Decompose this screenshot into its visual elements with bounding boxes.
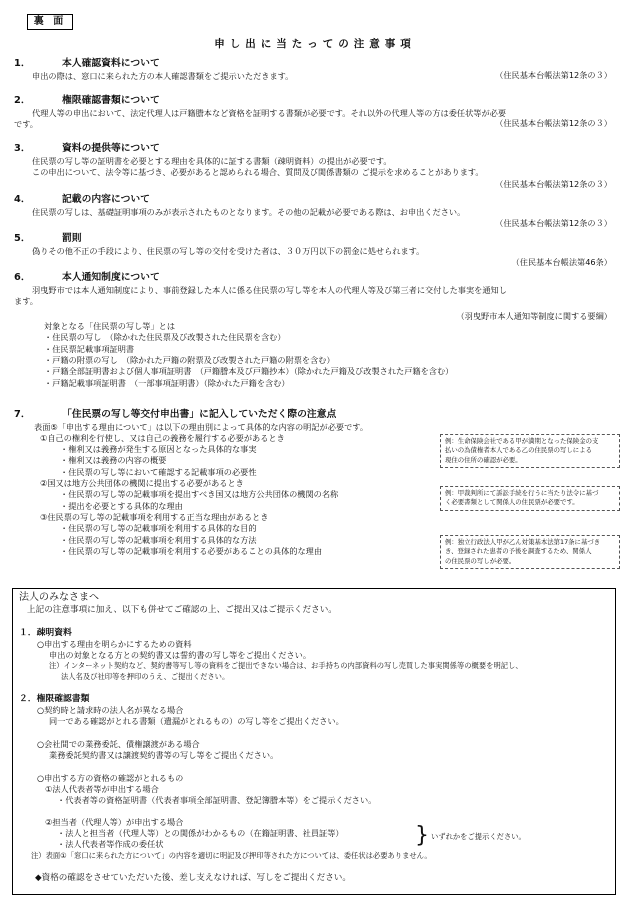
- section-number: 2．: [14, 95, 31, 106]
- corp-item-2-heading: ２．権限確認書類: [19, 694, 90, 704]
- either-note: いずれかをご提示ください。: [431, 832, 526, 841]
- example-box-3: [440, 535, 620, 569]
- target-item: ・住民票の写し （除かれた住民票及び改製された住民票を含む）: [44, 332, 286, 343]
- corp-text: 同一である確認がとれる書類（遺漏がとれるもの）の写し等をご提出ください。: [49, 716, 344, 726]
- target-item: ・戸籍全部証明書および個人事項証明書 （戸籍謄本及び戸籍抄本）（除かれた戸籍及び改製された戸籍を含む）: [44, 366, 454, 377]
- section-number: 3．: [14, 143, 31, 154]
- example-line: 例：甲裁判所にて訴訟手続を行うに当たり法令に基づ: [445, 489, 599, 497]
- example-line: 払いの為債権者本人である乙の住民票の写しによる: [445, 446, 592, 455]
- corp-text: ②担当者（代理人等）が申出する場合: [45, 817, 184, 827]
- example-line: く必要書類として関係人の住民票が必要です。: [445, 498, 579, 507]
- target-item: ・戸籍の附票の写し （除かれた戸籍の附票及び改製された戸籍の附票を含む）: [44, 355, 335, 366]
- corp-text: 申出の対象となる方との契約書又は誓約書の写し等をご提出ください。: [49, 650, 312, 660]
- reason-item: ・住民票の写し等の記載事項を提出すべき国又は地方公共団体の機関の名称: [60, 489, 339, 500]
- corporate-intro: 上記の注意事項に加え、以下も併せてご確認の上、ご提出又はご提示ください。: [27, 605, 337, 615]
- corp-text: ○申出する方の資格の確認がとれるもの: [37, 773, 184, 783]
- section-text: です。: [14, 118, 38, 129]
- reason-item: ・提出を必要とする具体的な理由: [60, 500, 183, 511]
- section-text: 住民票の写し等の証明書を必要とする理由を具体的に証する書類（疎明資料）の提出が必要です。: [32, 155, 392, 166]
- reason-item: ・住民票の写し等の記載事項を利用する具体的な目的: [60, 523, 257, 534]
- section-heading: 記載の内容について: [62, 194, 150, 205]
- section-heading: 本人通知制度について: [62, 272, 160, 283]
- section-6: [14, 271, 614, 389]
- page-title: 申し出に当たっての注意事項: [214, 38, 416, 50]
- section-intro: 表面⑤「申出する理由について」は以下の理由別によって具体的な内容の明記が必要です。: [34, 421, 369, 432]
- section-5: [14, 232, 614, 267]
- section-number: 7．: [14, 409, 31, 420]
- reason-item: ・権利又は義務の内容の概要: [60, 455, 167, 466]
- reason-item: ・権利又は義務が発生する原因となった具体的な事実: [60, 444, 257, 455]
- corp-note: 注）インターネット契約など、契約書等写し等の資料をご提出できない場合は、お手持ちの内部資料の写し売買した事実関係等の概要を明記し、: [49, 661, 523, 670]
- reason-item: ・住民票の写し等の記載事項を利用する具体的な方法: [60, 534, 257, 545]
- corp-text: ○契約時と請求時の法人名が異なる場合: [37, 705, 184, 715]
- corp-text: ・法人代表者等作成の委任状: [57, 839, 164, 849]
- corp-item-1-heading: １．疎明資料: [19, 628, 72, 638]
- section-number: 6．: [14, 272, 31, 283]
- corp-text: ・法人と担当者（代理人等）との関係がわかるもの（在籍証明書、社員証等）: [57, 828, 344, 838]
- law-reference: （住民基本台帳法第12条の３）: [495, 118, 612, 128]
- section-heading: 資料の提供等について: [62, 143, 160, 154]
- example-box-1: [440, 434, 620, 468]
- corp-text: ①法人代表者等が申出する場合: [45, 784, 159, 794]
- corp-text: ・代表者等の資格証明書（代表者事項全部証明書、登記簿謄本等）をご提示ください。: [57, 795, 377, 805]
- section-text: この申出について、法令等に基づき、必要があると認められる場合、質問及び関係書類の ご提示を求めることがあります。: [32, 166, 484, 177]
- corp-note: 法人名及び社印等を押印のうえ、ご提出ください。: [61, 672, 230, 681]
- ordinance-reference: （羽曳野市本人通知等制度に関する要綱）: [456, 311, 612, 321]
- corp-text: ○申出する理由を明らかにするための資料: [37, 639, 192, 649]
- section-text: ます。: [14, 295, 38, 306]
- law-reference: （住民基本台帳法第12条の３）: [495, 218, 612, 228]
- section-heading: 「住民票の写し等交付申出書」に記入していただく際の注意点: [62, 409, 337, 420]
- corporate-notice-box: [12, 588, 616, 895]
- law-reference: （住民基本台帳法第12条の３）: [495, 179, 612, 189]
- section-2: [14, 94, 614, 130]
- example-line: の住民票の写しが必要。: [445, 556, 516, 565]
- target-item: ・住民票記載事項証明書: [44, 343, 135, 354]
- section-number: 5．: [14, 233, 31, 244]
- section-heading: 本人確認資料について: [62, 58, 160, 69]
- reason-group-title: ③住民票の写し等の記載事項を利用する正当な理由があるとき: [40, 512, 269, 523]
- example-line: 現住の住所の確認が必要。: [445, 455, 522, 464]
- example-line: き、登録された患者の予後を調査するため、関係人: [445, 547, 592, 556]
- section-text: 代理人等の申出において、法定代理人は戸籍謄本など資格を証明する書類が必要です。それ以外の代理人等の方は委任状等が必要: [32, 107, 507, 118]
- page-side-tag: 裏 面: [27, 14, 73, 30]
- example-line: 例：独立行政法人甲が乙ん対策基本法第17条に基づき: [445, 538, 601, 546]
- section-text: 申出の際は、窓口に来られた方の本人確認書類をご提示いただきます。: [32, 70, 294, 81]
- target-label: 対象となる「住民票の写し等」とは: [44, 321, 176, 332]
- law-reference: （住民基本台帳法第46条）: [511, 257, 612, 267]
- corp-note: 注）表面①「窓口に来られた方について」の内容を適切に明記及び押印等された方については、委任状は必要ありません。: [31, 851, 432, 860]
- corporate-heading: 法人のみなさまへ: [19, 592, 99, 603]
- section-heading: 罰則: [62, 233, 82, 244]
- section-number: 4．: [14, 194, 31, 205]
- reason-item: ・住民票の写し等の記載事項を利用する必要があることの具体的な理由: [60, 545, 323, 556]
- section-3: [14, 142, 614, 189]
- law-reference: （住民基本台帳法第12条の３）: [495, 70, 612, 80]
- section-4: [14, 193, 614, 228]
- final-notice: ◆資格の確認をさせていただいた後、差し支えなければ、写しをご提出ください。: [35, 873, 351, 883]
- reason-group-title: ①自己の権利を行使し、又は自己の義務を履行する必要があるとき: [40, 432, 285, 443]
- brace-mark: }: [415, 823, 429, 848]
- example-box-2: [440, 486, 620, 511]
- target-item: ・戸籍記載事項証明書 （一部事項証明書）（除かれた戸籍を含む）: [44, 377, 290, 388]
- section-number: 1．: [14, 58, 31, 69]
- reason-item: ・住民票の写し等において確認する記載事項の必要性: [60, 466, 257, 477]
- corp-text: ○会社間での業務委託、債権譲渡がある場合: [37, 739, 200, 749]
- section-1: [14, 57, 614, 82]
- section-text: 住民票の写しは、基礎証明事項のみが表示されたものとなります。その他の記載が必要である際は、お申出ください。: [32, 206, 466, 217]
- section-text: 羽曳野市では本人通知制度により、事前登録した本人に係る住民票の写し等を本人の代理人等及び第三者に交付した事実を通知し: [32, 284, 507, 295]
- section-text: 偽りその他不正の手段により、住民票の写し等の交付を受けた者は、３０万円以下の罰金に処せられます。: [32, 245, 425, 256]
- section-heading: 権限確認書類について: [62, 95, 160, 106]
- corp-text: 業務委託契約書又は譲渡契約書等の写し等をご提出ください。: [49, 750, 279, 760]
- reason-group-title: ②国又は地方公共団体の機関に提出する必要があるとき: [40, 478, 244, 489]
- example-line: 例：生命保険会社である甲が満期となった保険金の支: [445, 437, 599, 445]
